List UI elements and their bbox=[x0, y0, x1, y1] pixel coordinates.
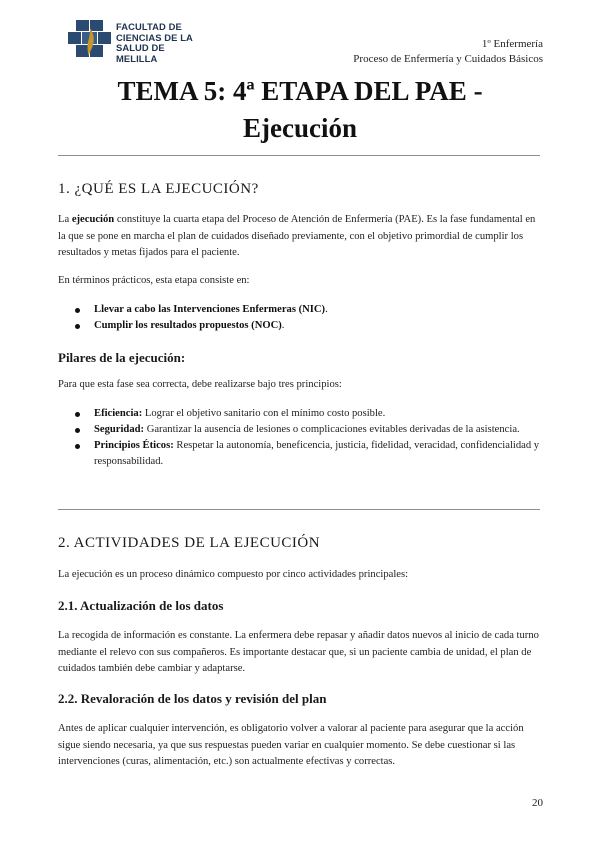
divider bbox=[58, 155, 540, 156]
section-1-paragraph-1 bbox=[58, 212, 544, 262]
bullet-icon bbox=[75, 428, 80, 433]
text: . bbox=[281, 320, 285, 331]
logo-line: SALUD DE MELILLA bbox=[116, 42, 165, 64]
bold-text: Eficiencia: bbox=[94, 408, 143, 419]
section-1-heading: 1. ¿QUÉ ES LA EJECUCIÓN? bbox=[58, 181, 259, 197]
divider bbox=[58, 509, 540, 510]
text: Lograr el objetivo sanitario con el mínimo costo posible. bbox=[142, 408, 386, 419]
text: Garantizar la ausencia de lesiones o complicaciones evitables derivadas de la asistencia. bbox=[144, 424, 520, 435]
subsection-2-2-text: Antes de aplicar cualquier intervención, es obligatorio volver a valorar al paciente para asegurar que la acción sigue siendo necesaria, ya que sus respuestas pueden variar en cualquier momento. Se debe cuestionar si las intervenciones (curas, alimentación, etc.) son actualmente efectivas y correctas. bbox=[58, 723, 524, 767]
pillars-intro: Para que esta fase sea correcta, debe realizarse bajo tres principios: bbox=[58, 379, 342, 390]
header-course-info bbox=[353, 37, 543, 67]
section-2-intro: La ejecución es un proceso dinámico compuesto por cinco actividades principales: bbox=[58, 569, 409, 580]
faculty-crest-icon bbox=[68, 18, 112, 60]
bullet-icon bbox=[75, 308, 80, 313]
list-item bbox=[58, 406, 544, 422]
bold-text: Principios Éticos: bbox=[94, 440, 174, 451]
bold-text: Seguridad: bbox=[94, 424, 145, 435]
bold-text: Llevar a cabo las Intervenciones Enfermeras (NIC) bbox=[94, 304, 326, 315]
text: La bbox=[58, 214, 72, 225]
logo-line: FACULTAD DE bbox=[116, 21, 182, 32]
bullet-icon bbox=[75, 444, 80, 449]
bullet-icon bbox=[75, 412, 80, 417]
list-item bbox=[58, 302, 544, 318]
title-line-2: Ejecución bbox=[243, 113, 357, 143]
text: . bbox=[325, 304, 328, 315]
bold-term: ejecución bbox=[71, 214, 115, 225]
text: constituye la cuarta etapa del Proceso de Atención de Enfermería (PAE). Es la fase fundamental en la que se pone en marcha el plan de cuidados diseñado previamente, con el objetivo primordial de cumplir los resultados y metas fijados para el paciente. bbox=[58, 214, 536, 258]
pillars-list bbox=[58, 406, 544, 470]
list-item bbox=[58, 318, 544, 334]
subsection-2-1-text: La recogida de información es constante. La enfermera debe repasar y añadir datos nuevos al inicio de cada turno mediante el relevo con sus compañeros. Es importante destacar que, si un paciente cambia de unidad, el plan de cuidados también debe cambiar y adaptarse. bbox=[58, 630, 539, 674]
bullet-icon bbox=[75, 324, 80, 329]
title-line-1: TEMA 5: 4ª ETAPA DEL PAE - bbox=[117, 76, 483, 106]
section-1-paragraph-2: En términos prácticos, esta etapa consiste en: bbox=[58, 275, 250, 286]
list-item bbox=[58, 422, 544, 438]
section-2-heading: 2. ACTIVIDADES DE LA EJECUCIÓN bbox=[58, 535, 321, 551]
page-number: 20 bbox=[532, 797, 543, 809]
ejecucion-list bbox=[58, 302, 544, 334]
pillars-heading: Pilares de la ejecución: bbox=[58, 350, 186, 365]
page-title bbox=[40, 73, 560, 147]
subsection-2-2-heading: 2.2. Revaloración de los datos y revisión del plan bbox=[58, 691, 327, 706]
list-item bbox=[58, 438, 544, 470]
faculty-logo bbox=[68, 18, 208, 64]
logo-line: CIENCIAS DE LA bbox=[116, 31, 193, 43]
course-label: 1º Enfermería bbox=[481, 38, 543, 50]
faculty-name bbox=[116, 22, 208, 64]
subsection-2-1-heading: 2.1. Actualización de los datos bbox=[58, 598, 224, 613]
subject-label: Proceso de Enfermería y Cuidados Básicos bbox=[353, 53, 543, 65]
text: Respetar la autonomía, beneficencia, justicia, fidelidad, veracidad, confidencialidad y responsabilidad. bbox=[94, 440, 540, 467]
bold-text: Cumplir los resultados propuestos (NOC) bbox=[94, 320, 282, 331]
